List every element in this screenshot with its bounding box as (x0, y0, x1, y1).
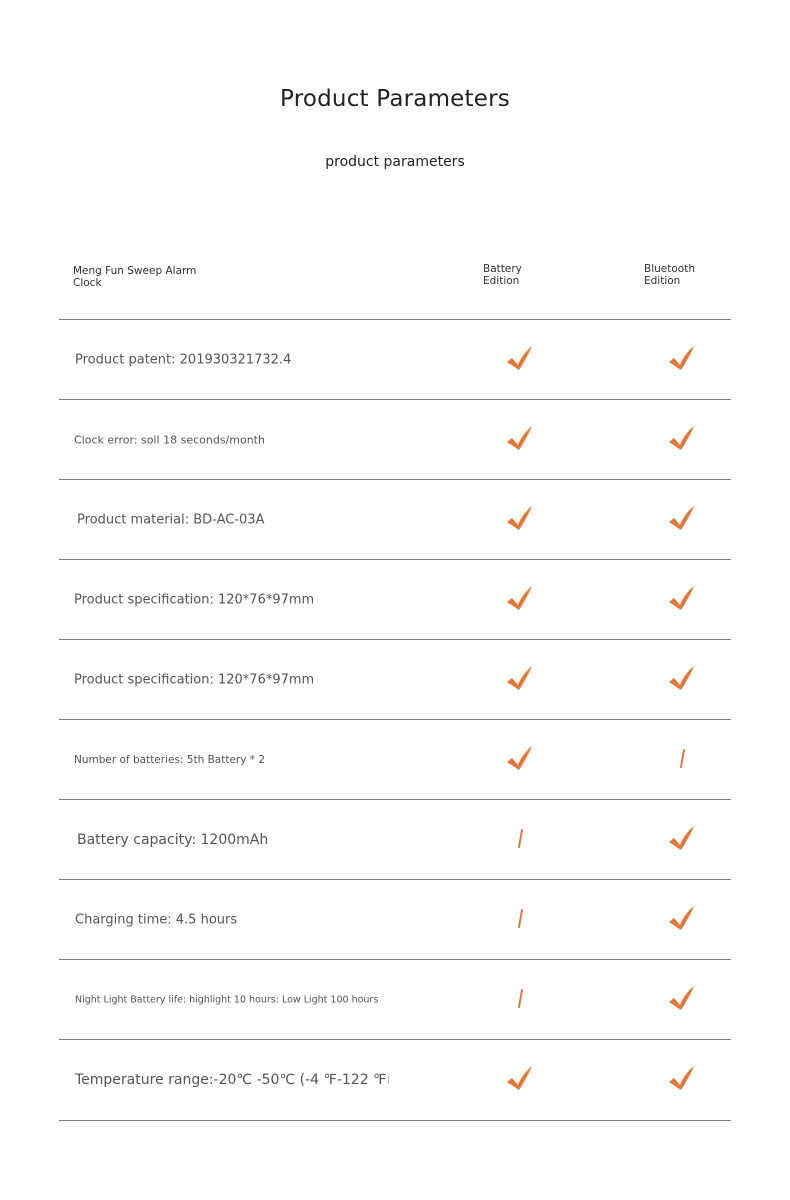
battery-edition-cell (500, 340, 540, 380)
bluetooth-edition-cell (662, 580, 702, 620)
column-header-bluetooth-edition: Bluetooth Edition (644, 263, 695, 287)
battery-edition-cell (500, 500, 540, 540)
bluetooth-edition-cell (662, 900, 702, 940)
row-label: Clock error: soil 18 seconds/month (74, 433, 265, 447)
battery-edition-cell (500, 820, 540, 860)
table-row (59, 639, 731, 720)
check-icon (500, 500, 540, 540)
column-header-battery-edition: Battery Edition (483, 263, 522, 287)
bluetooth-edition-cell (662, 660, 702, 700)
table-row (59, 559, 731, 640)
battery-edition-cell (500, 740, 540, 780)
bluetooth-edition-cell (662, 500, 702, 540)
slash-icon (500, 820, 540, 860)
check-icon (500, 580, 540, 620)
battery-edition-cell (500, 900, 540, 940)
table-row (59, 399, 731, 480)
table-row (59, 799, 731, 880)
table-row (59, 479, 731, 560)
check-icon (662, 500, 702, 540)
check-icon (500, 340, 540, 380)
row-label: Product specification: 120*76*97mm (74, 672, 315, 688)
slash-icon (500, 980, 540, 1020)
bluetooth-edition-cell (662, 820, 702, 860)
table-row (59, 719, 731, 800)
battery-edition-cell (500, 420, 540, 460)
table-row (59, 1039, 731, 1121)
row-label: Product patent: 201930321732.4 (75, 352, 292, 368)
slash-icon (662, 740, 702, 780)
table-row (59, 959, 731, 1040)
check-icon (662, 980, 702, 1020)
row-label: Number of batteries: 5th Battery * 2 (74, 754, 266, 766)
table-row (59, 879, 731, 960)
slash-icon (500, 900, 540, 940)
bluetooth-edition-cell (662, 340, 702, 380)
check-icon (662, 660, 702, 700)
check-icon (662, 820, 702, 860)
check-icon (500, 420, 540, 460)
battery-edition-cell (500, 980, 540, 1020)
row-label: Battery capacity: 1200mAh (77, 832, 269, 848)
bluetooth-edition-cell (662, 420, 702, 460)
page-title: Product Parameters (280, 86, 510, 112)
bluetooth-edition-cell (662, 980, 702, 1020)
check-icon (500, 1060, 540, 1100)
check-icon (662, 340, 702, 380)
check-icon (500, 740, 540, 780)
divider (388, 1076, 389, 1084)
battery-edition-cell (500, 1060, 540, 1100)
row-label: Temperature range:-20℃ -50℃ (-4 ℉-122 ℉ (75, 1072, 387, 1088)
check-icon (500, 660, 540, 700)
page-subtitle: product parameters (325, 154, 465, 170)
check-icon (662, 1060, 702, 1100)
row-label: Product specification: 120*76*97mm (74, 592, 315, 608)
check-icon (662, 420, 702, 460)
bluetooth-edition-cell (662, 1060, 702, 1100)
row-label: Product material: BD-AC-03A (77, 512, 265, 528)
battery-edition-cell (500, 580, 540, 620)
check-icon (662, 900, 702, 940)
bluetooth-edition-cell (662, 740, 702, 780)
row-label: Night Light Battery life: highlight 10 hours: Low Light 100 hours (75, 994, 379, 1006)
table-row (59, 319, 731, 400)
check-icon (662, 580, 702, 620)
column-header-product: Meng Fun Sweep Alarm Clock (73, 265, 197, 289)
row-label: Charging time: 4.5 hours (75, 912, 238, 928)
battery-edition-cell (500, 660, 540, 700)
